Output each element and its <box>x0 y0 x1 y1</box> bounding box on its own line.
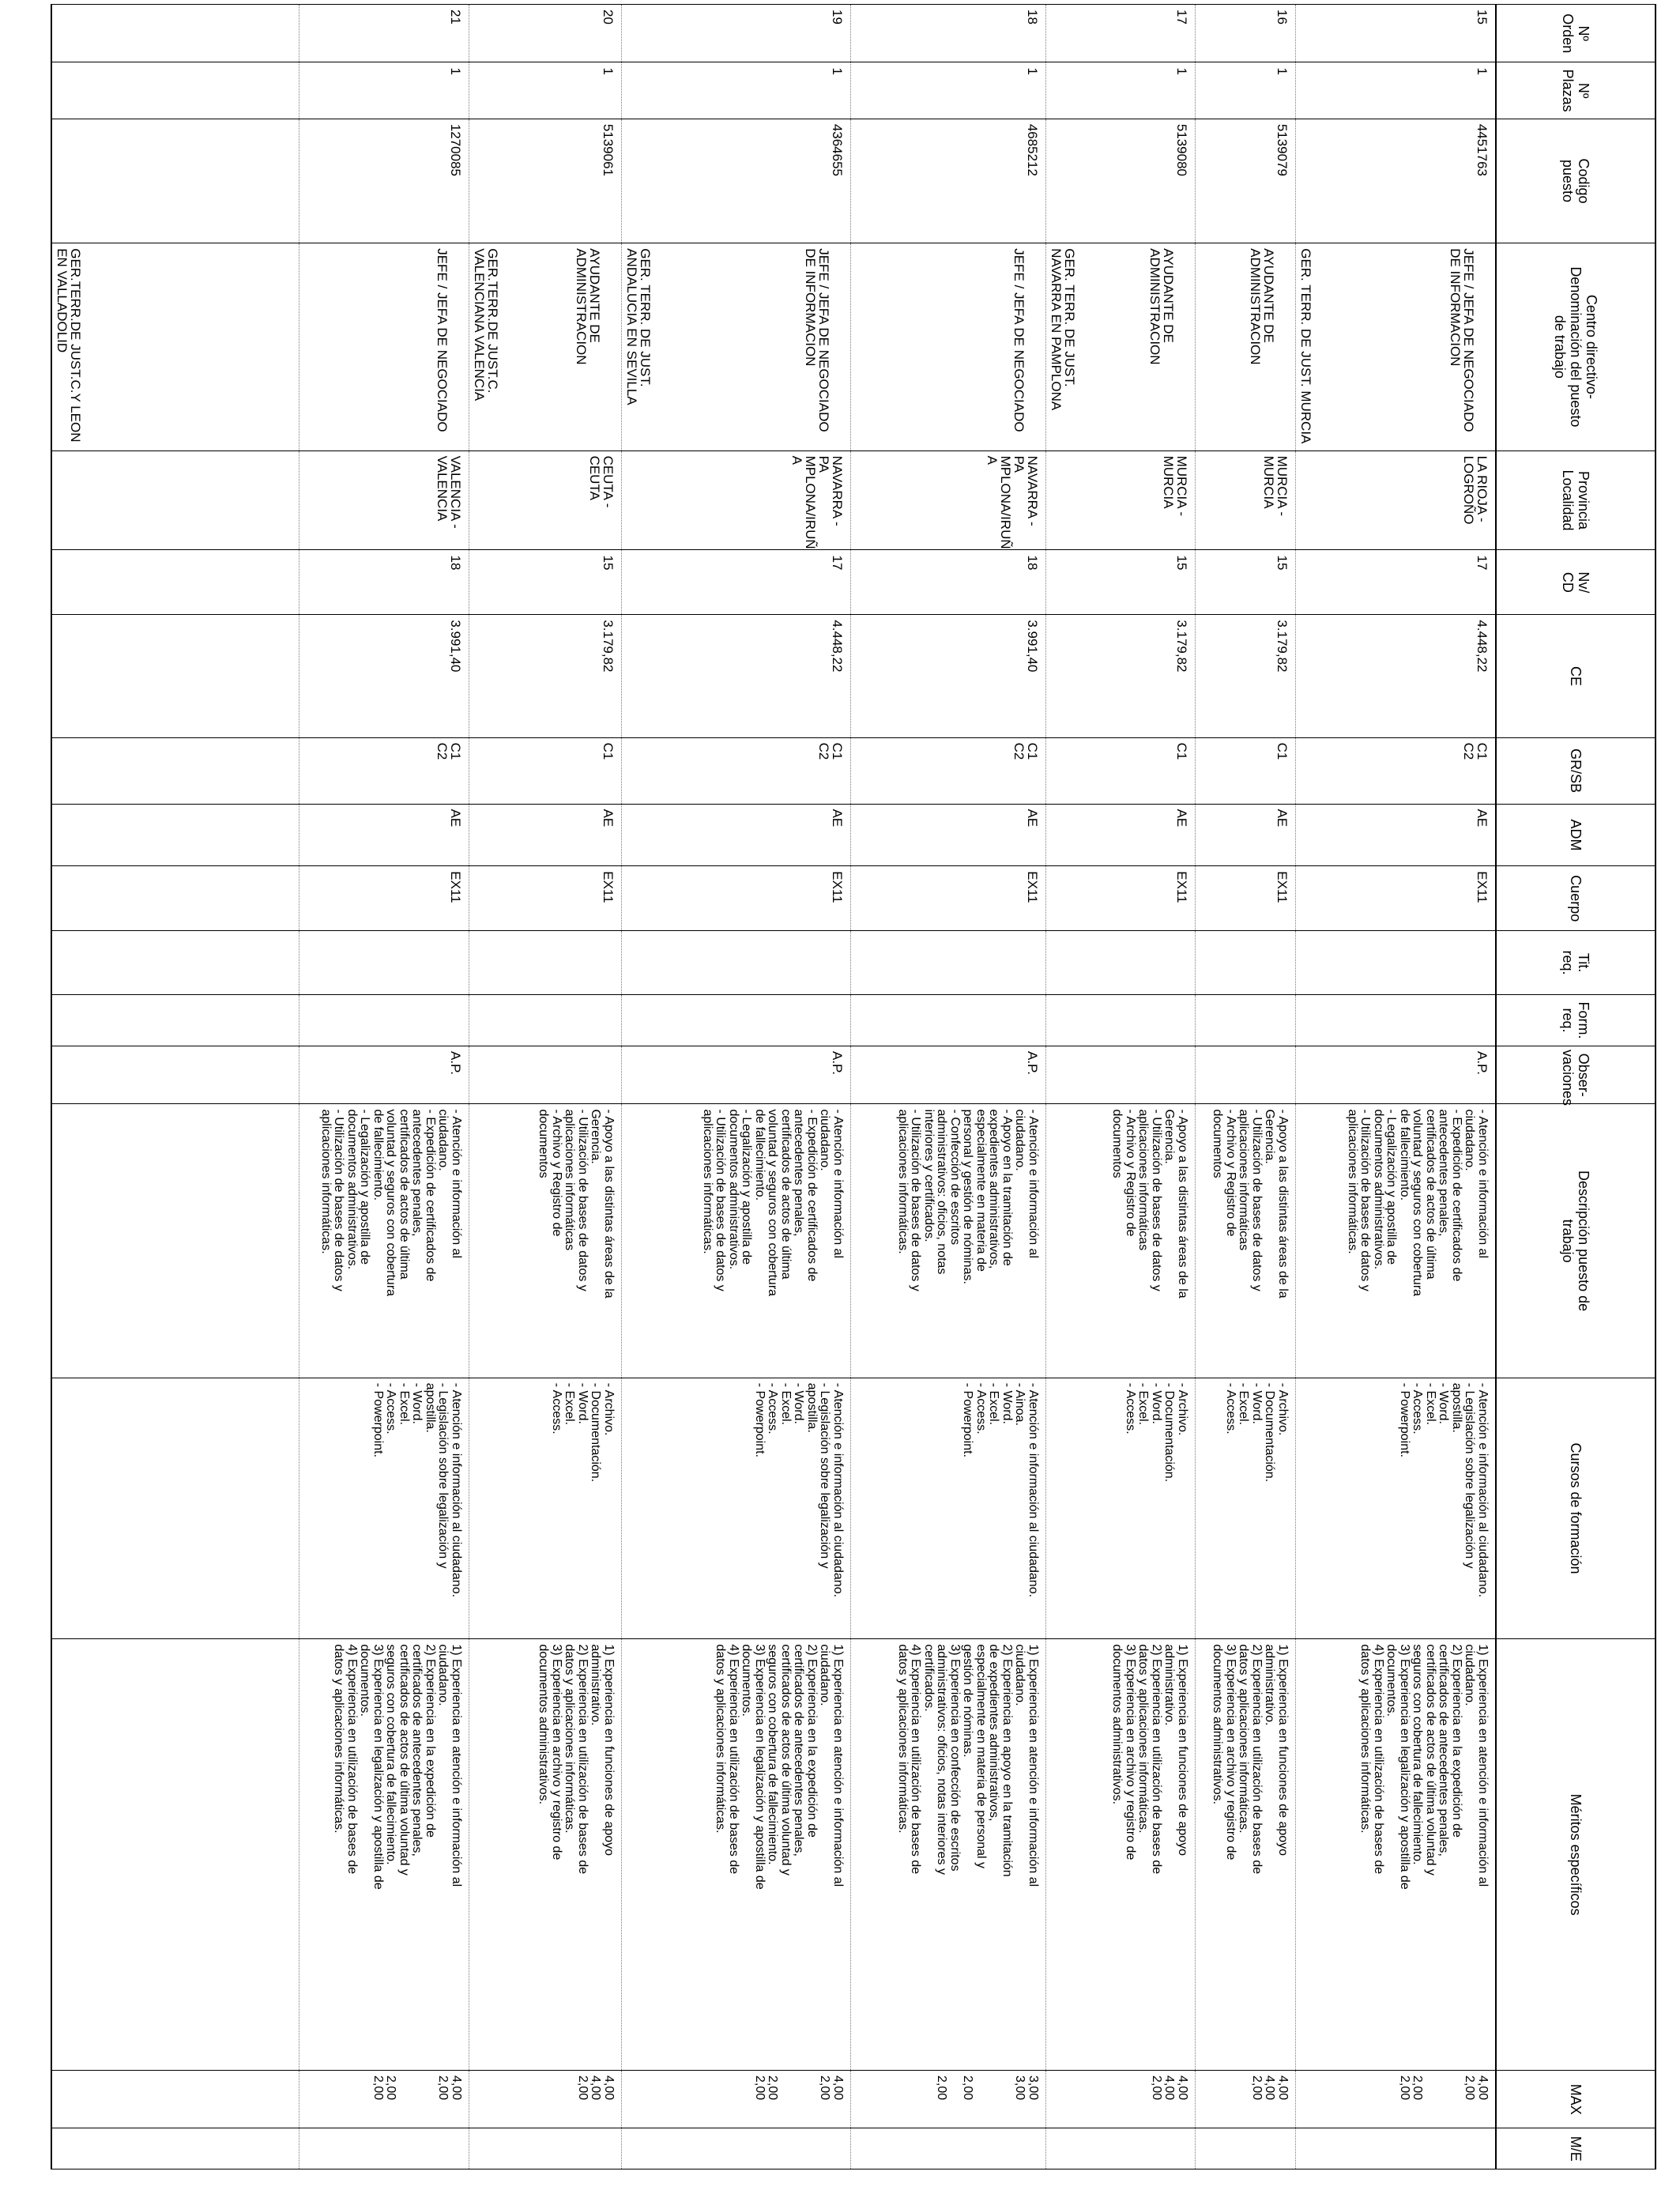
cell-formacion <box>622 994 851 1046</box>
cell-codigo: 4364655 <box>622 119 851 243</box>
header-formacion: Form. req. <box>1496 994 1656 1046</box>
cell-titulacion <box>1046 931 1196 995</box>
table-row-trailing <box>51 5 299 2169</box>
cell-grupo: C1 <box>1046 737 1196 804</box>
cell-plazas: 1 <box>1296 62 1497 119</box>
cell-cuerpo <box>51 866 299 931</box>
cell-observaciones: A.P. <box>1296 1046 1497 1104</box>
centro-directivo: GER.TERR.DE JUST.C.Y LEON EN VALLADOLID <box>55 248 83 443</box>
cell-cuerpo: EX11 <box>622 866 851 931</box>
cell-meritos: 1) Experiencia en atención e información al ciudadano. 2) Experiencia en la expedición de certificados de antecedentes penales, certificados de actos de última voluntad y seguros con cobertura de fallecimiento. 3) Experiencia en legalización y apostilla de documentos. 4) Experiencia en utilización de bases de datos y aplicaciones informáticas. <box>622 1639 851 2071</box>
cell-orden: 20 <box>469 5 622 62</box>
cell-orden: 19 <box>622 5 851 62</box>
cell-orden: 15 <box>1296 5 1497 62</box>
cell-me <box>1296 2128 1497 2169</box>
cell-formacion <box>1196 994 1296 1046</box>
cell-provincia: LA RIOJA - LOGROÑO <box>1296 450 1497 550</box>
cell-centro <box>622 243 851 450</box>
cell-orden: 17 <box>1046 5 1196 62</box>
cell-orden: 16 <box>1196 5 1296 62</box>
cell-cursos: - Archivo. - Documentación. - Word. - Excel. - Access. <box>469 1378 622 1639</box>
cell-titulacion <box>1196 931 1296 995</box>
header-cursos: Cursos de formación <box>1496 1378 1656 1639</box>
header-adm: ADM <box>1496 804 1656 866</box>
cell-titulacion <box>51 931 299 995</box>
cell-centro <box>1296 243 1497 450</box>
cell-ce: 3.179,82 <box>1196 615 1296 737</box>
cell-cuerpo: EX11 <box>851 866 1046 931</box>
cell-plazas: 1 <box>1196 62 1296 119</box>
cell-plazas: 1 <box>1046 62 1196 119</box>
cell-orden <box>51 5 299 62</box>
cell-adm: AE <box>1196 804 1296 866</box>
cell-ce: 3.179,82 <box>469 615 622 737</box>
header-row <box>1496 5 1656 2169</box>
cell-descripcion: - Atención e información al ciudadano. - Expedición de certificados de antecedentes penales, certificados de actos de última voluntad y seguros con cobertura de fallecimiento. - Legalización y apostilla de documentos administrativos. - Utilización de bases de datos y aplicaciones informáticas. <box>622 1104 851 1378</box>
cell-descripcion: - Apoyo a las distintas áreas de la Gerencia. - Utilización de bases de datos y aplicaciones informáticas - Archivo y Registro de documentos <box>1196 1104 1296 1378</box>
cell-provincia <box>51 450 299 550</box>
cell-codigo: 4685212 <box>851 119 1046 243</box>
cell-provincia: MURCIA - MURCIA <box>1196 450 1296 550</box>
cell-max: 4,00 4,00 2,00 <box>469 2071 622 2128</box>
cell-plazas: 1 <box>622 62 851 119</box>
cell-nivel: 17 <box>1296 550 1497 615</box>
cell-nivel: 17 <box>622 550 851 615</box>
table-row <box>622 5 851 2169</box>
centro-denominacion: AYUDANTE DE ADMINISTRACION <box>574 248 602 365</box>
cell-plazas: 1 <box>299 62 469 119</box>
header-me: M/E <box>1496 2128 1656 2169</box>
cell-codigo <box>51 119 299 243</box>
table-row <box>851 5 1046 2169</box>
cell-ce: 3.179,82 <box>1046 615 1196 737</box>
cell-ce <box>51 615 299 737</box>
centro-denominacion: JEFE / JEFA DE NEGOCIADO DE INFORMACION <box>803 248 831 432</box>
cell-observaciones <box>469 1046 622 1104</box>
cell-max: 4,00 4,00 2,00 <box>1046 2071 1196 2128</box>
header-max: MAX <box>1496 2071 1656 2128</box>
cell-plazas: 1 <box>851 62 1046 119</box>
cell-provincia: CEUTA - CEUTA <box>469 450 622 550</box>
cell-meritos: 1) Experiencia en funciones de apoyo administrativo. 2) Experiencia en utilización de bases de datos y aplicaciones informáticas. 3) Experiencia en archivo y registro de documentos administrativos. <box>1046 1639 1196 2071</box>
cell-titulacion <box>469 931 622 995</box>
cell-cursos: - Atención e información al ciudadano. - Legislación sobre legalización y apostilla. - Word. - Excel. - Access. - Powerpoint. <box>622 1378 851 1639</box>
cell-meritos: 1) Experiencia en atención e información al ciudadano. 2) Experiencia en la expedición de certificados de antecedentes penales, certificados de actos de última voluntad y seguros con cobertura de fallecimiento. 3) Experiencia en legalización y apostilla de documentos. 4) Experiencia en utilización de bases de datos y aplicaciones informáticas. <box>1296 1639 1497 2071</box>
cell-adm: AE <box>1296 804 1497 866</box>
cell-nivel: 18 <box>851 550 1046 615</box>
centro-directivo: GER. TERR. DE JUST. MURCIA <box>1298 248 1313 444</box>
cell-titulacion <box>1296 931 1497 995</box>
cell-formacion <box>51 994 299 1046</box>
cell-centro <box>299 243 469 450</box>
cell-cuerpo: EX11 <box>469 866 622 931</box>
cell-observaciones <box>51 1046 299 1104</box>
cell-cursos: - Archivo. - Documentación. - Word. - Excel. - Access. <box>1196 1378 1296 1639</box>
cell-codigo: 1270085 <box>299 119 469 243</box>
cell-cuerpo: EX11 <box>1046 866 1196 931</box>
cell-observaciones: A.P. <box>299 1046 469 1104</box>
cell-titulacion <box>299 931 469 995</box>
table-row <box>1046 5 1196 2169</box>
cell-provincia: VALENCIA - VALENCIA <box>299 450 469 550</box>
cell-max: 4,00 4,00 2,00 <box>1196 2071 1296 2128</box>
cell-provincia: NAVARRA - PA MPLONA/IRUÑ A <box>622 450 851 550</box>
cell-grupo: C1 <box>469 737 622 804</box>
cell-descripcion <box>51 1104 299 1378</box>
centro-directivo: GER. TERR. DE JUST. ANDALUCIA EN SEVILLA <box>624 248 653 405</box>
cell-codigo: 4451763 <box>1296 119 1497 243</box>
cell-max: 3,00 3,00 2,00 2,00 <box>851 2071 1046 2128</box>
table-row <box>1296 5 1497 2169</box>
header-grupo: GR/SB <box>1496 737 1656 804</box>
cell-nivel: 15 <box>1196 550 1296 615</box>
cell-cursos: - Atención e información al ciudadano. - Legislación sobre legalización y apostilla. - Word. - Excel. - Access. - Powerpoint. <box>299 1378 469 1639</box>
centro-denominacion: JEFE / JEFA DE NEGOCIADO <box>435 248 450 432</box>
centro-directivo: GER. TERR. DE JUST. NAVARRA EN PAMPLONA <box>1049 248 1077 411</box>
cell-cuerpo: EX11 <box>1296 866 1497 931</box>
header-observaciones: Obser- vaciones <box>1496 1046 1656 1104</box>
table-row <box>1196 5 1296 2169</box>
cell-codigo: 5139080 <box>1046 119 1196 243</box>
cell-formacion <box>299 994 469 1046</box>
cell-provincia: MURCIA - MURCIA <box>1046 450 1196 550</box>
cell-descripcion: - Atención e información al ciudadano. - Apoyo en la tramitación de expedientes administrativos, especialmente en materia de personal y gestión de nóminas. - Confección de escritos administrativos: oficios, notas interiores y certificados. - Utilización de bases de datos y aplicaciones informáticas. <box>851 1104 1046 1378</box>
cell-observaciones: A.P. <box>851 1046 1046 1104</box>
cell-adm: AE <box>469 804 622 866</box>
cell-adm: AE <box>622 804 851 866</box>
cell-meritos <box>51 1639 299 2071</box>
cell-orden: 18 <box>851 5 1046 62</box>
table-row <box>469 5 622 2169</box>
centro-denominacion: AYUDANTE DE ADMINISTRACION <box>1147 248 1176 365</box>
header-centro: Centro directivo- Denominación del puesto de trabajo <box>1496 243 1656 450</box>
cell-cuerpo: EX11 <box>1196 866 1296 931</box>
cell-formacion <box>1046 994 1196 1046</box>
centro-denominacion: AYUDANTE DE ADMINISTRACION <box>1248 248 1276 365</box>
cell-me <box>1196 2128 1296 2169</box>
cell-titulacion <box>622 931 851 995</box>
cell-centro <box>1046 243 1196 450</box>
cell-ce: 4.448,22 <box>622 615 851 737</box>
cell-nivel <box>51 550 299 615</box>
cell-cursos <box>51 1378 299 1639</box>
cell-grupo: C1 <box>1196 737 1296 804</box>
cell-formacion <box>469 994 622 1046</box>
cell-cursos: - Archivo. - Documentación. - Word. - Excel. - Access. <box>1046 1378 1196 1639</box>
cell-meritos: 1) Experiencia en atención e información al ciudadano. 2) Experiencia en apoyo en la tramitación de expedientes administrativos, especialmente en materia de personal y gestión de nóminas. 3) Experiencia en confección de escritos administrativos: oficios, notas interiores y certificados. 4) Experiencia en utilización de bases de datos y aplicaciones informáticas. <box>851 1639 1046 2071</box>
header-nivel: Nv/ CD <box>1496 550 1656 615</box>
cell-descripcion: - Atención e información al ciudadano. - Expedición de certificados de antecedentes penales, certificados de actos de última voluntad y seguros con cobertura de fallecimiento. - Legalización y apostilla de documentos administrativos. - Utilización de bases de datos y aplicaciones informáticas. <box>1296 1104 1497 1378</box>
cell-meritos: 1) Experiencia en funciones de apoyo administrativo. 2) Experiencia en utilización de bases de datos y aplicaciones informáticas. 3) Experiencia en archivo y registro de documentos administrativos. <box>1196 1639 1296 2071</box>
cell-grupo: C1 C2 <box>299 737 469 804</box>
positions-table <box>51 4 1656 2169</box>
cell-cursos: - Atención e información al ciudadano. - Ainoa. - Word. - Excel. - Access. - Powerpoint. <box>851 1378 1046 1639</box>
cell-meritos: 1) Experiencia en funciones de apoyo administrativo. 2) Experiencia en utilización de bases de datos y aplicaciones informáticas. 3) Experiencia en archivo y registro de documentos administrativos. <box>469 1639 622 2071</box>
cell-centro <box>851 243 1046 450</box>
cell-adm: AE <box>1046 804 1196 866</box>
cell-grupo: C1 C2 <box>851 737 1046 804</box>
cell-adm <box>51 804 299 866</box>
header-cuerpo: Cuerpo <box>1496 866 1656 931</box>
cell-me <box>851 2128 1046 2169</box>
cell-observaciones <box>1196 1046 1296 1104</box>
centro-denominacion: JEFE / JEFA DE NEGOCIADO DE INFORMACION <box>1448 248 1476 432</box>
cell-max <box>51 2071 299 2128</box>
cell-nivel: 15 <box>1046 550 1196 615</box>
cell-centro <box>469 243 622 450</box>
cell-titulacion <box>851 931 1046 995</box>
cell-me <box>622 2128 851 2169</box>
cell-grupo <box>51 737 299 804</box>
cell-observaciones <box>1046 1046 1196 1104</box>
cell-nivel: 18 <box>299 550 469 615</box>
cell-codigo: 5139079 <box>1196 119 1296 243</box>
cell-max: 4,00 2,00 2,00 2,00 <box>1296 2071 1497 2128</box>
centro-directivo: GER.TERR.DE JUST.C. VALENCIANA VALENCIA <box>472 248 500 401</box>
header-descripcion: Descripción puesto de trabajo <box>1496 1104 1656 1378</box>
cell-grupo: C1 C2 <box>622 737 851 804</box>
cell-descripcion: - Apoyo a las distintas áreas de la Gerencia. - Utilización de bases de datos y aplicaciones informáticas - Archivo y Registro de documentos <box>1046 1104 1196 1378</box>
cell-plazas <box>51 62 299 119</box>
cell-meritos: 1) Experiencia en atención e información al ciudadano. 2) Experiencia en la expedición de certificados de antecedentes penales, certificados de actos de última voluntad y seguros con cobertura de fallecimiento. 3) Experiencia en legalización y apostilla de documentos. 4) Experiencia en utilización de bases de datos y aplicaciones informáticas. <box>299 1639 469 2071</box>
header-titulacion: Tit. req. <box>1496 931 1656 995</box>
cell-centro <box>1196 243 1296 450</box>
table-row <box>299 5 469 2169</box>
cell-codigo: 5139061 <box>469 119 622 243</box>
cell-formacion <box>1296 994 1497 1046</box>
rotated-page <box>55 4 1656 2169</box>
cell-observaciones: A.P. <box>622 1046 851 1104</box>
cell-cuerpo: EX11 <box>299 866 469 931</box>
cell-descripcion: - Apoyo a las distintas áreas de la Gerencia. - Utilización de bases de datos y aplicaciones informáticas - Archivo y Registro de documentos <box>469 1104 622 1378</box>
cell-formacion <box>851 994 1046 1046</box>
cell-provincia: NAVARRA - PA MPLONA/IRUÑ A <box>851 450 1046 550</box>
cell-grupo: C1 C2 <box>1296 737 1497 804</box>
cell-ce: 3.991,40 <box>299 615 469 737</box>
cell-cursos: - Atención e información al ciudadano. - Legislación sobre legalización y apostilla. - Word. - Excel. - Access. - Powerpoint. <box>1296 1378 1497 1639</box>
cell-orden: 21 <box>299 5 469 62</box>
centro-denominacion: JEFE / JEFA DE NEGOCIADO <box>1011 248 1026 432</box>
header-meritos: Méritos específicos <box>1496 1639 1656 2071</box>
header-codigo: Codigo puesto <box>1496 119 1656 243</box>
cell-nivel: 15 <box>469 550 622 615</box>
cell-max: 4,00 2,00 2,00 2,00 <box>299 2071 469 2128</box>
cell-plazas: 1 <box>469 62 622 119</box>
cell-me <box>1046 2128 1196 2169</box>
header-provincia: Provincia Localidad <box>1496 450 1656 550</box>
header-orden: Nº Orden <box>1496 5 1656 62</box>
cell-adm: AE <box>851 804 1046 866</box>
cell-adm: AE <box>299 804 469 866</box>
cell-me <box>469 2128 622 2169</box>
cell-centro <box>51 243 299 450</box>
cell-me <box>299 2128 469 2169</box>
header-ce: CE <box>1496 615 1656 737</box>
cell-me <box>51 2128 299 2169</box>
header-plazas: Nº Plazas <box>1496 62 1656 119</box>
cell-ce: 4.448,22 <box>1296 615 1497 737</box>
cell-descripcion: - Atención e información al ciudadano. - Expedición de certificados de antecedentes penales, certificados de actos de última voluntad y seguros con cobertura de fallecimiento. - Legalización y apostilla de documentos administrativos. - Utilización de bases de datos y aplicaciones informáticas. <box>299 1104 469 1378</box>
cell-max: 4,00 2,00 2,00 2,00 <box>622 2071 851 2128</box>
cell-ce: 3.991,40 <box>851 615 1046 737</box>
